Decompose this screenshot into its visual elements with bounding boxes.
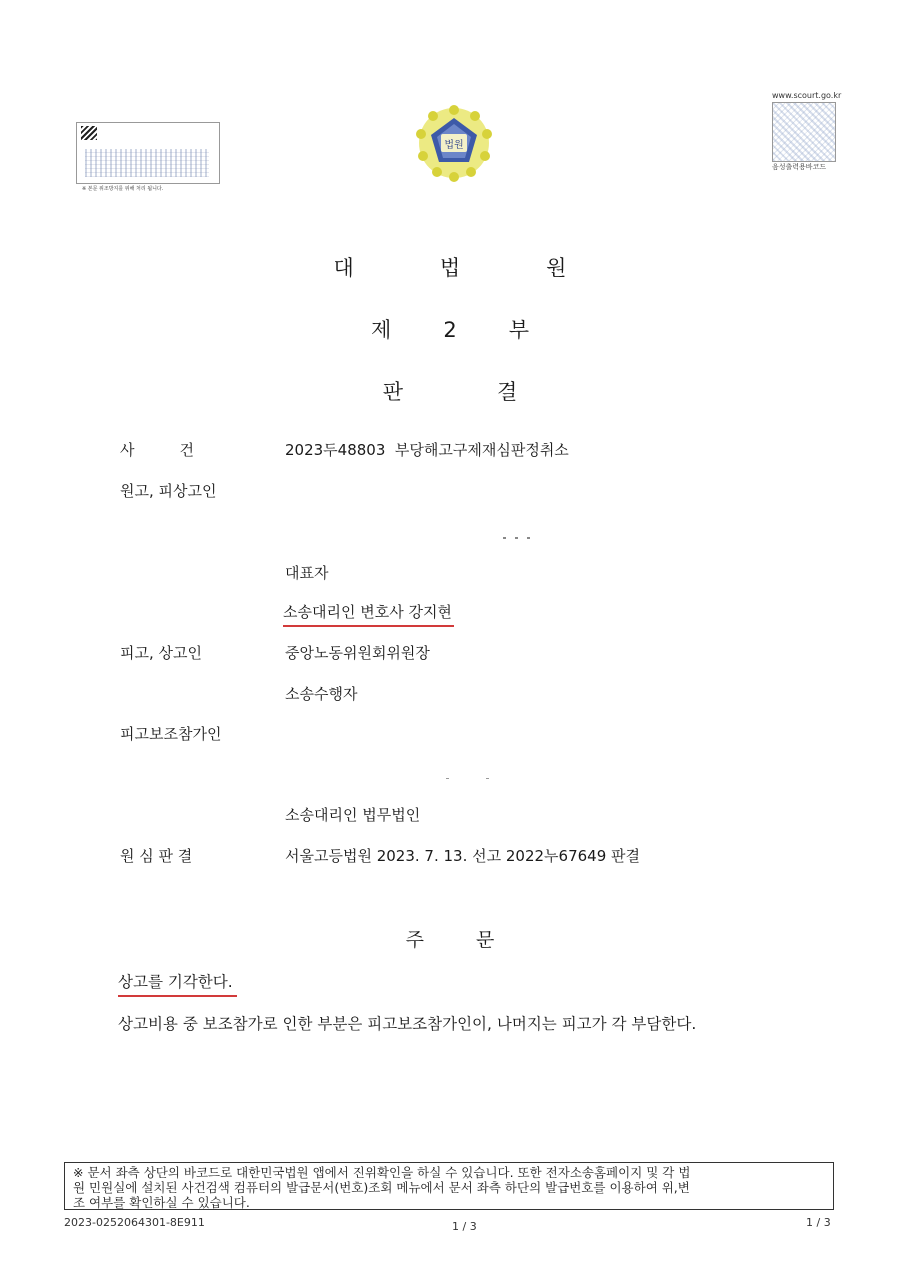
lower-court-value: 서울고등법원 2023. 7. 13. 선고 2022누67649 판결 — [285, 847, 640, 865]
judgment-heading — [0, 925, 900, 952]
notice-line: ※ 문서 좌측 상단의 바코드로 대한민국법원 앱에서 진위확인을 하실 수 있습니다. 또한 전자소송홈페이지 및 각 법 — [73, 1165, 691, 1180]
court-title-char: 원 — [546, 256, 567, 280]
barcode-corner-mark — [81, 126, 97, 140]
scourt-url: www.scourt.go.kr — [772, 91, 842, 100]
page-number-center: 1 / 3 — [452, 1220, 477, 1233]
court-title-char: 법 — [439, 256, 461, 280]
barcode-caption: ※ 본문 위조방지를 위해 처리 됩니다. — [82, 186, 164, 192]
plaintiff-label: 원고, 피상고인 — [120, 482, 217, 500]
page-number-right: 1 / 3 — [806, 1216, 831, 1229]
intervenor-counsel: 소송대리인 법무법인 — [285, 806, 421, 824]
doc-type-char: 결 — [497, 380, 518, 404]
court-title-char: 대 — [333, 256, 354, 280]
judgment-heading-char: 주 — [405, 929, 424, 951]
division-title — [0, 314, 900, 344]
judgment-heading-char: 문 — [476, 929, 495, 951]
court-emblem-icon — [415, 104, 493, 182]
case-label: 사 건 — [120, 441, 194, 459]
defendant-agent: 소송수행자 — [285, 685, 358, 703]
redaction-mark — [503, 537, 539, 539]
authenticity-notice — [64, 1162, 834, 1210]
division-title-char: 부 — [508, 318, 529, 342]
intervenor-label: 피고보조참가인 — [120, 725, 222, 743]
defendant-value: 중앙노동위원회위원장 — [285, 644, 430, 662]
case-value: 2023두48803 부당해고구제재심판정취소 — [285, 441, 569, 459]
authentication-barcode — [76, 122, 220, 184]
doc-type-char: 판 — [382, 380, 403, 404]
issue-number: 2023-0252064301-8E911 — [64, 1216, 205, 1229]
defendant-label: 피고, 상고인 — [120, 644, 202, 662]
division-title-char: 제 — [371, 318, 392, 342]
lower-court-label: 원 심 판 결 — [120, 847, 193, 865]
plaintiff-representative: 대표자 — [285, 564, 329, 582]
court-title — [0, 252, 900, 282]
division-title-char: 2 — [443, 318, 457, 342]
barcode-pattern — [85, 149, 209, 177]
qr-caption: 음성출력용바코드 — [772, 163, 827, 171]
emblem-label: 법원 — [444, 140, 464, 151]
redaction-mark — [446, 778, 496, 779]
plaintiff-counsel: 소송대리인 변호사 강지현 — [283, 601, 454, 627]
notice-line: 원 민원실에 설치된 사건검색 컴퓨터의 발급문서(번호)조회 메뉴에서 문서 좌측 하단의 발급번호를 이용하여 위,변 — [73, 1180, 690, 1195]
voice-output-barcode — [772, 102, 836, 162]
document-type-title — [0, 376, 900, 406]
judgment-line-1: 상고를 기각한다. — [118, 970, 237, 997]
notice-line: 조 여부를 확인하실 수 있습니다. — [73, 1195, 250, 1210]
judgment-line-2: 상고비용 중 보조참가로 인한 부분은 피고보조참가인이, 나머지는 피고가 각 부담한다. — [118, 1015, 697, 1033]
